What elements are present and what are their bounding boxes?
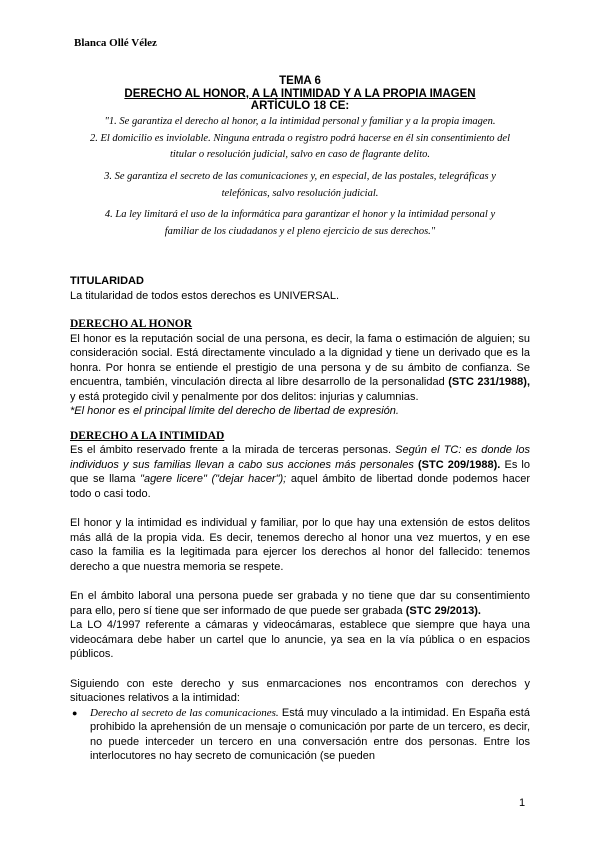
page-number: 1 (519, 797, 526, 809)
author-header: Blanca Ollé Vélez (74, 37, 157, 49)
intimidad-paragraph-5: Siguiendo con este derecho y sus enmarcaciones nos encontramos con derechos y situaciones relativos a la intimidad: (70, 677, 530, 704)
article-quote-part3: 3. Se garantiza el secreto de las comunicaciones y, en especial, de las postales, telegráficas y telefónicas, salvo resolución judicial. (104, 171, 496, 199)
titularidad-text: La titularidad de todos estos derechos es UNIVERSAL. (70, 289, 340, 302)
topic-number: TEMA 6 (279, 75, 321, 87)
article-quote-part1: "1. Se garantiza el derecho al honor, a la intimidad personal y familiar y a la propia imagen. 2. El domicilio es inviolable. Ninguna entrada o registro podrá hacerse en él sin consentimiento del titular o resolución judicial, salvo en caso de flagrante delito. (89, 116, 511, 160)
intimidad-paragraph-4: La LO 4/1997 referente a cámaras y videocámaras, establece que siempre que haya una videocámara debe haber un cartel que lo anuncie, ya sea en la vía pública o en espacios públicos. (70, 619, 530, 660)
intimidad-paragraph-2: El honor y la intimidad es individual y familiar, por lo que hay una extensión de estos delitos más allá de la propia vida. Es decir, tenemos derecho al honor una vez muertos, y en ese caso la familia es la legitimada para ejercer los derechos al honor del fallecido: tenemos derecho a que nuestra memoria se respete. (70, 517, 530, 573)
honor-note: *El honor es el principal límite del derecho de libertad de expresión. (70, 405, 399, 417)
stc-citation: (STC 231/1988), (448, 376, 530, 388)
honor-paragraph: El honor es la reputación social de una persona, es decir, la fama o estimación de alguien; su consideración social. Está directamente vinculado a la dignidad y tiene un derivado que es la honra. Por honra se entiende el prestigio de una persona y de su ámbito de confianza. Se encuentra, también, vinculación directa al libre desarrollo de la personalidad (STC 231/1988), y está protegido civil y penalmente por dos delitos: injurias y calumnias. (70, 332, 530, 403)
bullet-icon: ● (72, 707, 78, 718)
honor-heading: DERECHO AL HONOR (70, 318, 193, 330)
article-heading: ARTÍCULO 18 CE: (250, 100, 350, 112)
stc-citation: (STC 29/2013). (405, 604, 481, 617)
article-quote-part4: 4. La ley limitará el uso de la informática para garantizar el honor y la intimidad personal y familiar de los ciudadanos y el pleno ejercicio de sus derechos." (104, 209, 496, 237)
stc-citation: (STC 209/1988). (413, 458, 501, 471)
titularidad-heading: TITULARIDAD (70, 275, 144, 287)
body-content (70, 274, 530, 764)
document-title: DERECHO AL HONOR, A LA INTIMIDAD Y A LA PROPIA IMAGEN (124, 88, 476, 100)
intimidad-heading: DERECHO A LA INTIMIDAD (70, 429, 225, 442)
list-item: ● Derecho al secreto de las comunicaciones. Está muy vinculado a la intimidad. En España está prohibido la aprehensión de un mensaje o comunicación por parte de un tercero, es decir, no puede interceder un tercero en una conversación entre dos personas. Entre los interlocutores no hay secreto de comunicación (se pueden (72, 706, 530, 762)
intimidad-paragraph: Es el ámbito reservado frente a la mirada de terceras personas. Según el TC: es donde los individuos y sus familias llevan a cabo sus acciones más personales (STC 209/1988). Es lo que se llama "agere licere" ("dejar hacer"); aquel ámbito de libertad donde podemos hacer todo o casi todo. (70, 444, 530, 500)
intimidad-paragraph-3: En el ámbito laboral una persona puede ser grabada y no tiene que dar su consentimiento para ello, pero sí tiene que ser informado de que puede ser grabada (STC 29/2013). (70, 590, 530, 617)
